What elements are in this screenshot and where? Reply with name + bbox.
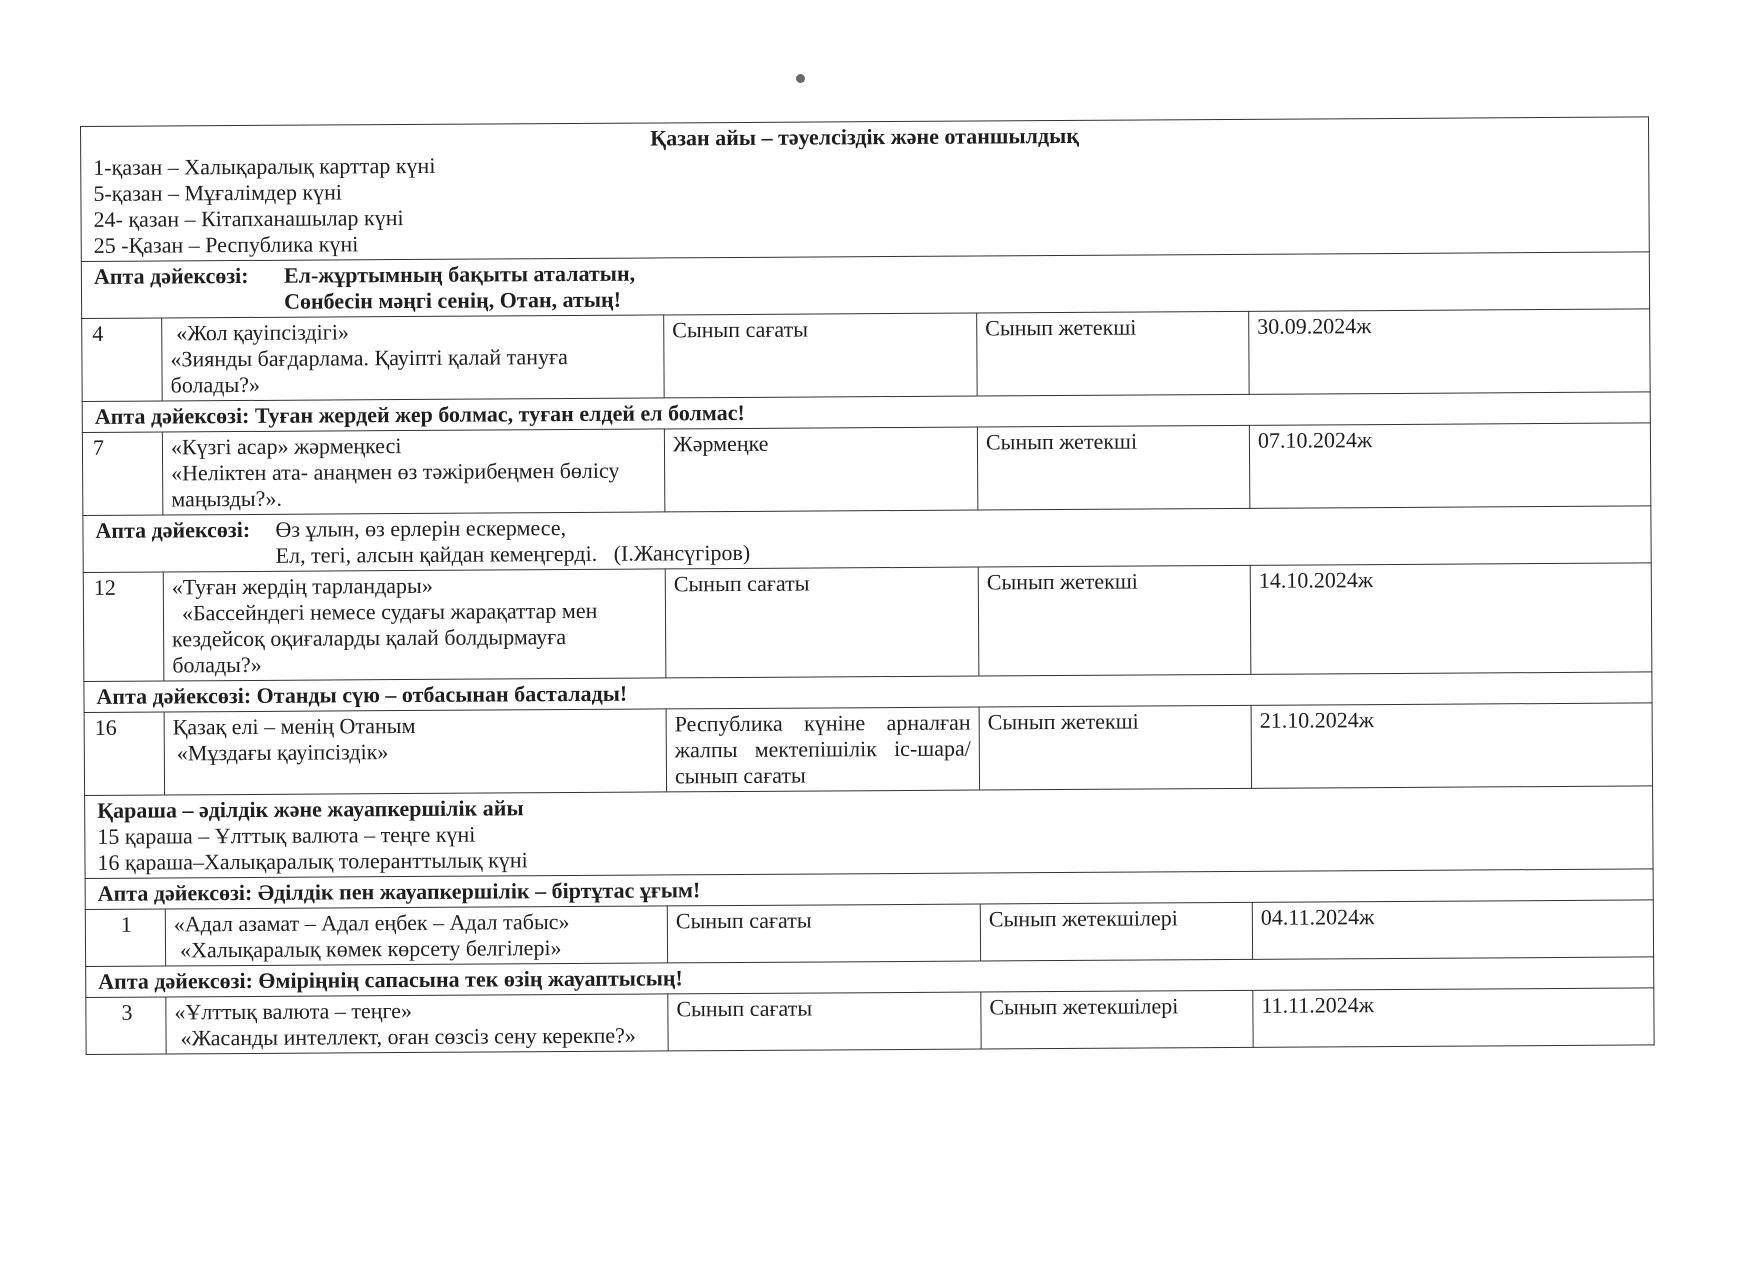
row-date: 30.09.2024ж (1249, 309, 1651, 394)
row-date: 21.10.2024ж (1251, 703, 1653, 788)
scan-dot (796, 74, 805, 83)
table-row (86, 988, 1654, 1055)
october-title: Қазан айы – тәуелсіздік және отаншылдық (650, 122, 1080, 151)
table-row (83, 563, 1652, 682)
topic-title: «Туған жердің тарландары» (171, 572, 433, 600)
topic-title: «Ұлттық валюта – теңге» (174, 997, 413, 1025)
topic-subtitle: «Бассейндегі немесе судағы жарақаттар мен кездейсоқ оқиғаларды қалай болдырмауға болады?» (172, 597, 598, 678)
row-responsible: Сынып жетекші (977, 311, 1250, 396)
month-header-october (81, 117, 1650, 262)
motto-label: Апта дәйексөзі: (93, 262, 249, 289)
row-topic (166, 994, 668, 1054)
row-number: 3 (86, 997, 166, 1054)
motto-line: Ел, тегі, алсын қайдан кемеңгерді. (І.Жансүгіров) (275, 539, 751, 568)
topic-title: «Адал азамат – Адал еңбек – Адал табыс» (173, 909, 570, 937)
topic-title: Қазақ елі – менің Отаным (172, 712, 416, 740)
row-responsible: Сынып жетекші (978, 565, 1251, 676)
row-date: 11.11.2024ж (1253, 988, 1654, 1047)
motto-line: Әділдік пен жауапкершілік – біртұтас ұғым! (257, 877, 701, 905)
row-date: 04.11.2024ж (1252, 900, 1653, 959)
topic-title: «Күзгі асар» жәрмеңкесі (170, 433, 402, 460)
motto-label: Апта дәйексөзі: (95, 516, 251, 543)
row-form: Жәрмеңке (664, 427, 978, 512)
october-date-4: 25 -Қазан – Республика күні (93, 231, 359, 258)
plan-table (80, 116, 1655, 1055)
november-title: Қараша – әділдік және жауапкершілік айы (97, 795, 524, 823)
october-date-2: 5-қазан – Мұғалімдер күні (93, 179, 343, 206)
row-form: Сынып сағаты (667, 904, 980, 963)
motto-line: Туған жердей жер болмас, туған елдей ел болмас! (254, 399, 745, 428)
row-number: 12 (83, 572, 164, 681)
row-form: Сынып сағаты (664, 313, 978, 398)
november-date-2: 16 қараша–Халықаралық толеранттылық күні (97, 847, 528, 875)
row-number: 7 (82, 432, 163, 515)
row-topic (162, 315, 664, 401)
row-responsible: Сынып жетекші (977, 425, 1250, 510)
row-number: 4 (82, 318, 163, 401)
table-row (82, 309, 1650, 402)
row-number: 16 (84, 712, 165, 795)
row-topic (164, 709, 666, 795)
motto-line: Өз ұлын, өз ерлерін ескермесе, (275, 515, 567, 542)
topic-subtitle: «Неліктен ата- анаңмен өз тәжірибеңмен бөлісу маңызды?». (171, 457, 620, 512)
october-date-1: 1-қазан – Халықаралық карттар күні (93, 152, 436, 180)
topic-subtitle: «Халықаралық көмек көрсету белгілері» (179, 935, 562, 963)
motto-line: Өміріңнің сапасына тек өзің жауаптысың! (258, 965, 683, 993)
row-form: Республика күніне арналған жалпы мектепішілік іс-шара/сынып сағаты (666, 707, 980, 792)
motto-row (83, 506, 1651, 573)
motto-row (81, 252, 1649, 319)
motto-line: Отанды сүю – отбасынан басталады! (256, 680, 628, 708)
october-date-3: 24- қазан – Кітапханашылар күні (93, 205, 404, 232)
november-date-1: 15 қараша – Ұлттық валюта – теңге күні (97, 821, 476, 849)
row-form: Сынып сағаты (668, 992, 981, 1051)
row-responsible: Сынып жетекшілері (981, 990, 1253, 1049)
row-responsible: Сынып жетекші (979, 705, 1252, 790)
topic-title: «Жол қауіпсіздігі» (176, 319, 349, 346)
motto-label: Апта дәйексөзі: (97, 879, 253, 906)
topic-subtitle: «Зиянды бағдарлама. Қауіпті қалай тануға болады?» (170, 344, 568, 398)
row-topic (165, 906, 667, 966)
motto-line: Сөнбесін мәңгі сенің, Отан, атың! (283, 286, 622, 314)
topic-subtitle: «Жасанды интеллект, оған сөзсіз сену керекпе?» (180, 1022, 636, 1051)
table-row (84, 703, 1652, 796)
table-row (82, 423, 1650, 516)
motto-label: Апта дәйексөзі: (94, 402, 250, 429)
row-date: 14.10.2024ж (1250, 563, 1652, 674)
month-header-november (85, 786, 1653, 879)
motto-label: Апта дәйексөзі: (96, 682, 252, 709)
motto-label: Апта дәйексөзі: (98, 967, 253, 994)
row-responsible: Сынып жетекшілері (980, 902, 1252, 961)
plan-document (80, 116, 1654, 1055)
row-number: 1 (85, 909, 165, 966)
row-topic (162, 429, 664, 515)
motto-line: Ел-жұртымның бақыты аталатын, (283, 260, 636, 288)
topic-subtitle: «Мұздағы қауіпсіздік» (176, 739, 389, 766)
row-date: 07.10.2024ж (1249, 423, 1651, 508)
row-topic (163, 569, 666, 681)
row-form: Сынып сағаты (665, 567, 979, 678)
table-row (85, 900, 1653, 967)
